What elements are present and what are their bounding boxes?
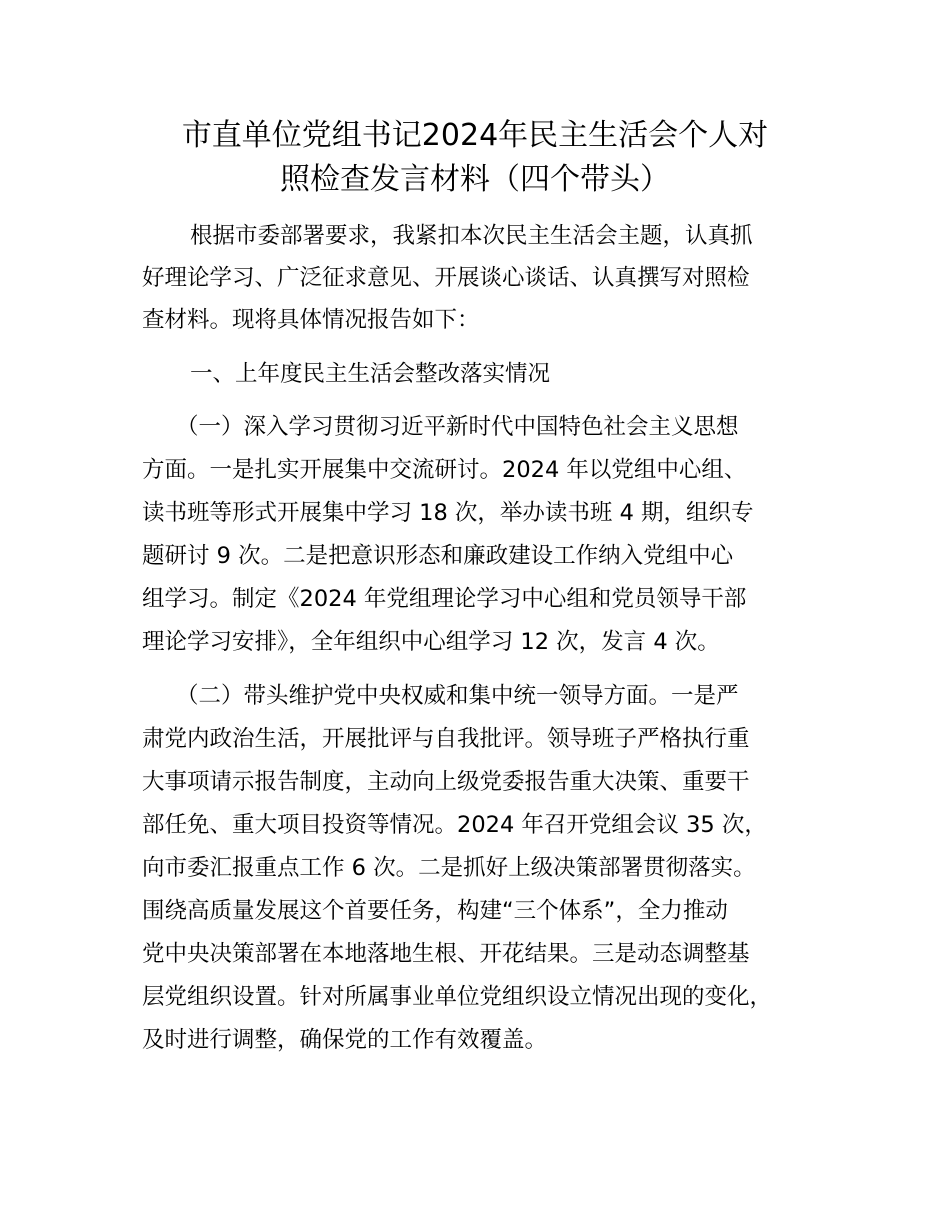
para2-line-6: 围绕高质量发展这个首要任务，构建“三个体系”，全力推动: [142, 898, 728, 924]
para1-line-4: 题研讨 9 次。二是把意识形态和廉政建设工作纳入党组中心: [142, 543, 734, 569]
para1-line-6: 理论学习安排》，全年组织中心组学习 12 次，发言 4 次。: [142, 629, 720, 655]
para1-line-2: 方面。一是扎实开展集中交流研讨。2024 年以党组中心组、: [142, 457, 747, 483]
para1-line-5: 组学习。制定《2024 年党组理论学习中心组和党员领导干部: [142, 586, 747, 612]
document-title-line-2: 照检查发言材料（四个带头）: [280, 162, 670, 197]
para2-line-3: 大事项请示报告制度，主动向上级党委报告重大决策、重要干: [142, 769, 750, 795]
para2-line-7: 党中央决策部署在本地落地生根、开花结果。三是动态调整基: [142, 941, 750, 967]
intro-line-1: 根据市委部署要求，我紧扣本次民主生活会主题，认真抓: [190, 223, 753, 249]
para1-line-1: （一）深入学习贯彻习近平新时代中国特色社会主义思想: [176, 414, 739, 440]
para2-line-4: 部任免、重大项目投资等情况。2024 年召开党组会议 35 次，: [142, 812, 767, 838]
para2-line-1: （二）带头维护党中央权威和集中统一领导方面。一是严: [176, 683, 739, 709]
para1-line-3: 读书班等形式开展集中学习 18 次，举办读书班 4 期，组织专: [142, 500, 754, 526]
intro-line-3: 查材料。现将具体情况报告如下：: [142, 307, 480, 333]
intro-line-2: 好理论学习、广泛征求意见、开展谈心谈话、认真撰写对照检: [142, 265, 750, 291]
para2-line-2: 肃党内政治生活，开展批评与自我批评。领导班子严格执行重: [142, 726, 750, 752]
para2-line-9: 及时进行调整，确保党的工作有效覆盖。: [142, 1027, 548, 1053]
section-heading-1: 一、上年度民主生活会整改落实情况: [190, 361, 551, 387]
para2-line-8: 层党组织设置。针对所属事业单位党组织设立情况出现的变化，: [142, 984, 773, 1010]
document-title-line-1: 市直单位党组书记2024年民主生活会个人对: [181, 118, 769, 153]
para2-line-5: 向市委汇报重点工作 6 次。二是抓好上级决策部署贯彻落实。: [142, 855, 756, 881]
